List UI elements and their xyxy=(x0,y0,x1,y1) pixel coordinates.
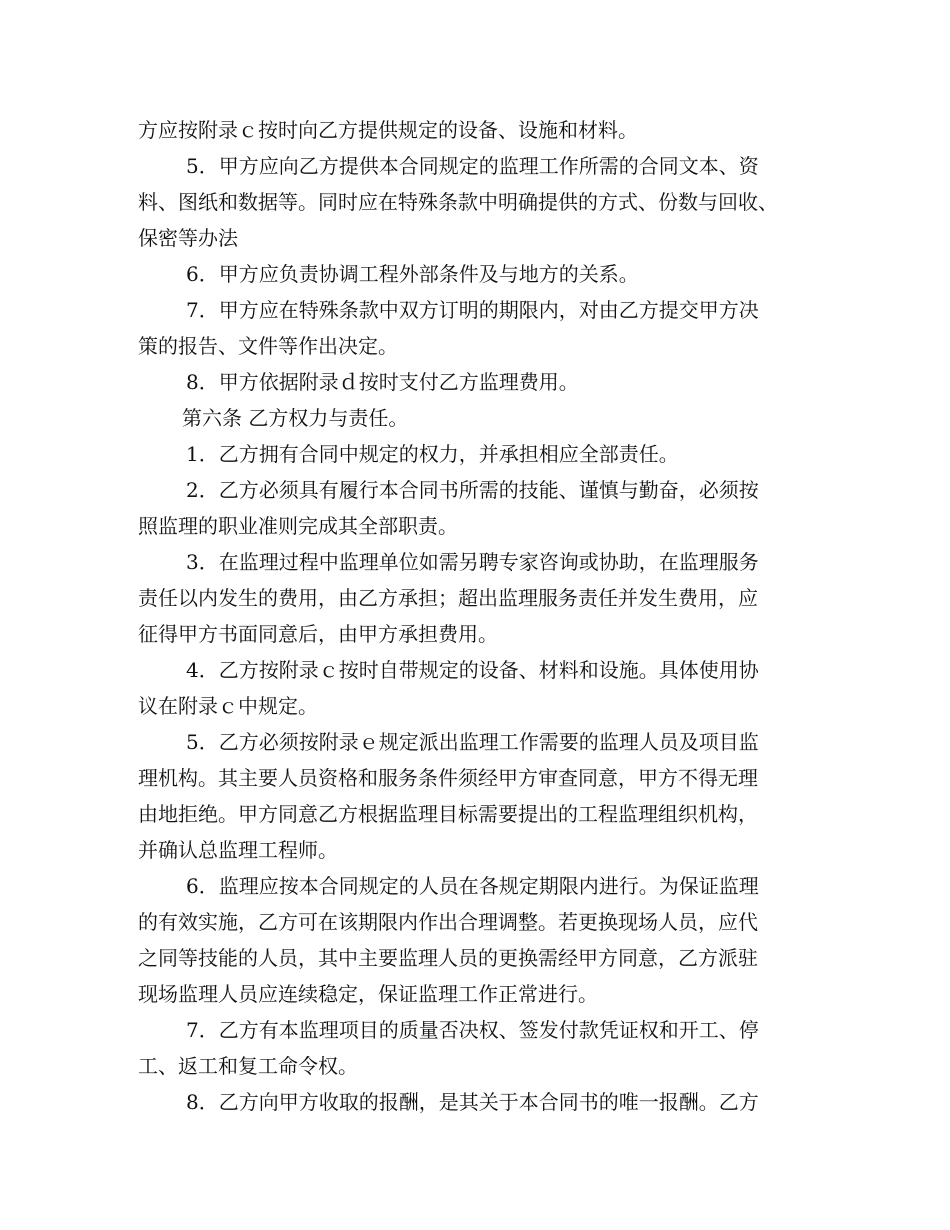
text-line: 责任以内发生的费用，由乙方承担；超出监理服务责任并发生费用，应 xyxy=(138,586,758,610)
text-line: 工、返工和复工命令权。 xyxy=(138,1054,358,1078)
text-line: 1．乙方拥有合同中规定的权力，并承担相应全部责任。 xyxy=(186,442,679,466)
text-line: 8．乙方向甲方收取的报酬，是其关于本合同书的唯一报酬。乙方 xyxy=(186,1090,759,1114)
text-line: 7．乙方有本监理项目的质量否决权、签发付款凭证权和开工、停 xyxy=(186,1018,759,1042)
text-line: 议在附录ｃ中规定。 xyxy=(138,694,318,718)
text-line: 之同等技能的人员，其中主要监理人员的更换需经甲方同意，乙方派驻 xyxy=(138,946,758,970)
text-line: 征得甲方书面同意后，由甲方承担费用。 xyxy=(138,622,498,646)
text-line: 理机构。其主要人员资格和服务条件须经甲方审查同意，甲方不得无理 xyxy=(138,766,758,790)
text-line: 保密等办法 xyxy=(138,226,238,250)
text-line: 5．乙方必须按附录ｅ规定派出监理工作需要的监理人员及项目监 xyxy=(186,730,759,754)
text-line: 由地拒绝。甲方同意乙方根据监理目标需要提出的工程监理组织机构， xyxy=(138,802,758,826)
text-line: 照监理的职业准则完成其全部职责。 xyxy=(138,514,458,538)
text-line: 6．甲方应负责协调工程外部条件及与地方的关系。 xyxy=(186,262,639,286)
text-line: 7．甲方应在特殊条款中双方订明的期限内，对由乙方提交甲方决 xyxy=(186,298,759,322)
text-line: 6．监理应按本合同规定的人员在各规定期限内进行。为保证监理 xyxy=(186,874,759,898)
text-line: 3．在监理过程中监理单位如需另聘专家咨询或协助，在监理服务 xyxy=(186,550,759,574)
text-line: 并确认总监理工程师。 xyxy=(138,838,338,862)
text-line: 2．乙方必须具有履行本合同书所需的技能、谨慎与勤奋，必须按 xyxy=(186,478,759,502)
text-line: 8．甲方依据附录ｄ按时支付乙方监理费用。 xyxy=(186,370,579,394)
section-heading: 第六条 乙方权力与责任。 xyxy=(182,406,409,430)
text-line: 策的报告、文件等作出决定。 xyxy=(138,334,398,358)
text-line: 的有效实施，乙方可在该期限内作出合理调整。若更换现场人员，应代 xyxy=(138,910,758,934)
text-line: 现场监理人员应连续稳定，保证监理工作正常进行。 xyxy=(138,982,598,1006)
text-line: 料、图纸和数据等。同时应在特殊条款中明确提供的方式、份数与回收、 xyxy=(138,190,778,214)
text-line: 5．甲方应向乙方提供本合同规定的监理工作所需的合同文本、资 xyxy=(186,154,759,178)
text-line: 方应按附录ｃ按时向乙方提供规定的设备、设施和材料。 xyxy=(138,118,638,142)
text-line: 4．乙方按附录ｃ按时自带规定的设备、材料和设施。具体使用协 xyxy=(186,658,759,682)
